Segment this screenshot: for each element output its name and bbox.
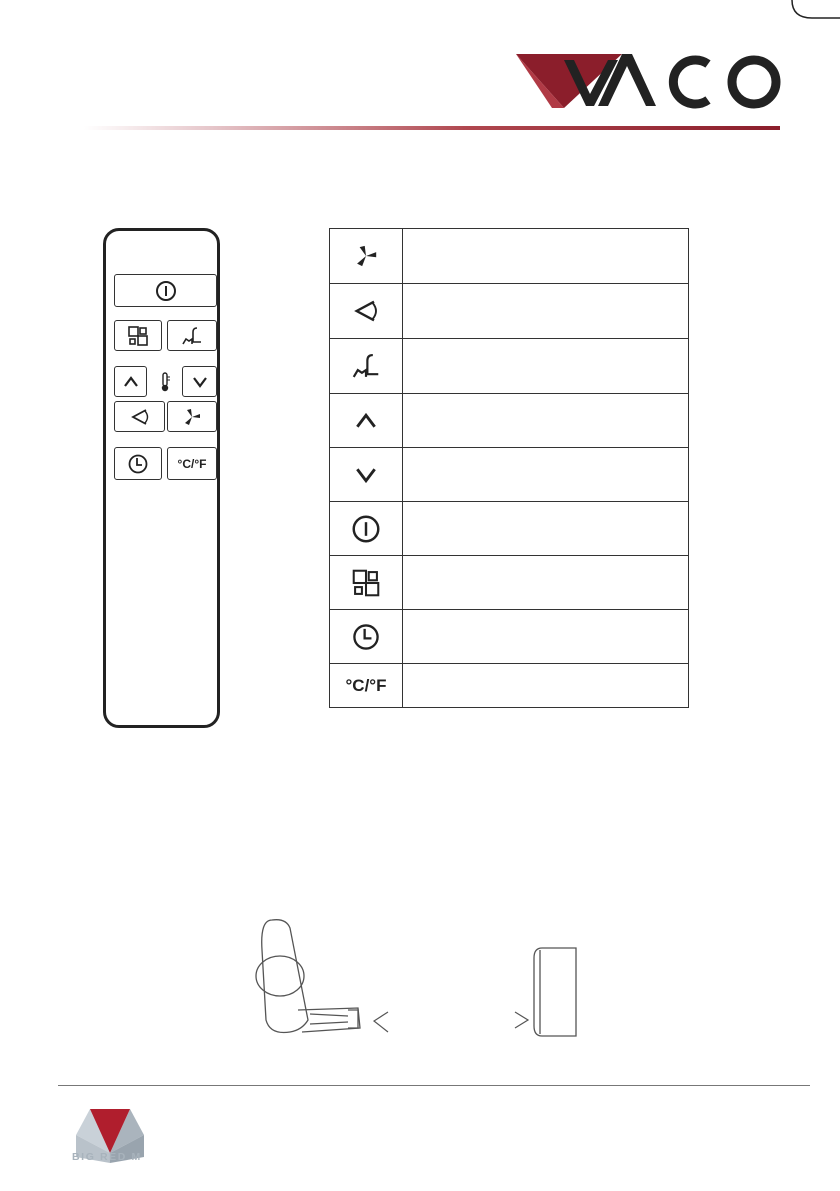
clock-icon <box>351 622 381 652</box>
remote-sleep-button[interactable] <box>167 320 217 351</box>
legend-row-fan <box>330 229 688 284</box>
fan-icon <box>352 242 380 270</box>
legend-row-timer <box>330 610 688 664</box>
legend-description <box>403 394 688 447</box>
legend-row-mode <box>330 556 688 610</box>
remote-fan-button[interactable] <box>167 401 217 432</box>
legend-description <box>403 502 688 555</box>
legend-description <box>403 339 688 393</box>
header-rule <box>84 126 780 130</box>
power-icon <box>155 280 177 302</box>
remote-usage-illustration <box>250 910 590 1050</box>
legend-row-unit <box>330 664 688 707</box>
legend-description <box>403 284 688 338</box>
legend-row-power <box>330 502 688 556</box>
power-icon <box>351 514 381 544</box>
legend-description <box>403 448 688 501</box>
clock-icon <box>127 453 149 475</box>
remote-down-button[interactable] <box>182 366 217 397</box>
sleep-icon <box>351 351 381 381</box>
chevron-up-icon <box>122 373 140 391</box>
celsius-fahrenheit-icon: °C/°F <box>177 456 207 471</box>
legend-description <box>403 229 688 283</box>
swing-icon <box>128 407 152 427</box>
button-legend-table <box>329 228 689 708</box>
legend-row-sleep <box>330 339 688 394</box>
legend-description <box>403 664 688 707</box>
swing-icon <box>350 297 382 325</box>
thermometer-icon <box>158 371 172 393</box>
fan-icon <box>181 406 203 428</box>
remote-unit-button[interactable] <box>167 447 217 480</box>
remote-up-button[interactable] <box>114 366 147 397</box>
remote-power-button[interactable] <box>114 274 217 307</box>
chevron-down-icon <box>353 462 379 488</box>
page-corner-mark <box>790 0 840 22</box>
mode-squares-icon <box>127 325 149 347</box>
legend-description <box>403 610 688 663</box>
footer-rule <box>58 1085 810 1086</box>
legend-row-down <box>330 448 688 502</box>
remote-timer-button[interactable] <box>114 447 162 480</box>
footer-logo-text: BIG RED M <box>72 1151 142 1163</box>
air-conditioner-unit <box>534 948 576 1036</box>
remote-thermometer <box>149 366 180 397</box>
remote-mode-button[interactable] <box>114 320 162 351</box>
remote-swing-button[interactable] <box>114 401 165 432</box>
chevron-up-icon <box>353 408 379 434</box>
sleep-icon <box>181 325 203 347</box>
legend-row-up <box>330 394 688 448</box>
chevron-down-icon <box>191 373 209 391</box>
remote-control <box>103 228 220 728</box>
hand-holding-remote <box>256 920 360 1033</box>
signal-arrow <box>374 1012 528 1032</box>
mode-squares-icon <box>351 568 381 598</box>
legend-description <box>403 556 688 609</box>
legend-row-swing <box>330 284 688 339</box>
celsius-fahrenheit-icon: °C/°F <box>345 675 387 695</box>
brand-logo <box>512 48 784 112</box>
